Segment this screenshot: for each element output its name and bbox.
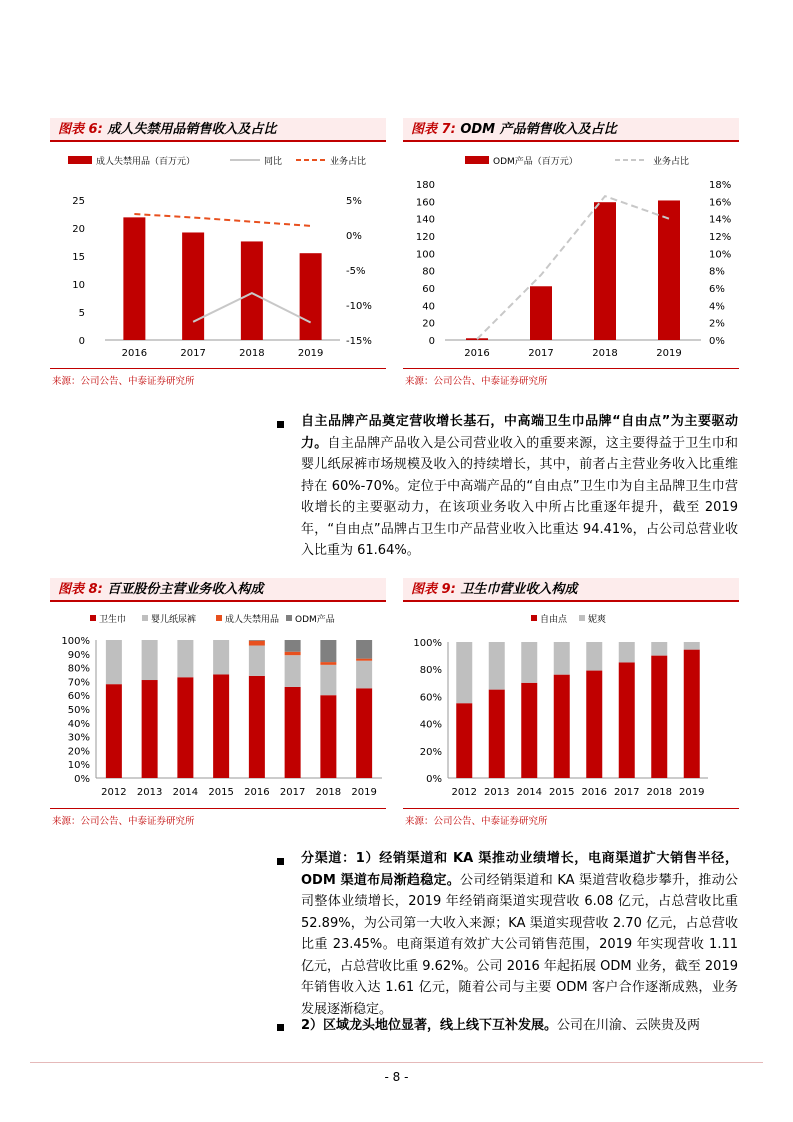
paragraph-regions-lead: 2）区域龙头地位显著，线上线下互补发展。	[301, 1018, 558, 1033]
legend-swatch	[531, 615, 537, 621]
legend-swatch	[90, 615, 96, 621]
paragraph-brand-products-body: 自主品牌产品收入是公司营业收入的重要来源，这主要得益于卫生巾和婴儿纸尿裤市场规模及收入的持续增长，其中，前者占主营业务收入比重维持在 60%-70%。定位于中高端产品的“自由点”卫生巾为自主品牌卫生巾营收增长的主要驱动力，在该项业务收入中所占比重逐年提升，截至 2019 年，“自由点”品牌占卫生巾产品营业收入比重达 94.41%，占公司总营业收入比重为 61.64%。	[301, 435, 738, 558]
legend-label: ODM产品（百万元）	[493, 157, 578, 167]
chart9-title	[403, 578, 739, 602]
x-tick-label: 2019	[656, 348, 682, 359]
x-tick-label: 2019	[679, 787, 705, 798]
y-tick-label: 100%	[61, 636, 90, 647]
y-tick-label: 70%	[67, 677, 90, 689]
y-tick-label: 0%	[426, 774, 442, 785]
bar-segment	[651, 642, 667, 656]
legend-swatch	[579, 615, 585, 621]
paragraph-brand-products	[301, 411, 738, 562]
bar-segment	[554, 675, 570, 778]
bar-segment	[142, 640, 158, 680]
y-tick-label: 50%	[67, 705, 90, 716]
legend-label: 成人失禁用品（百万元）	[96, 157, 196, 167]
bar-segment	[320, 665, 336, 695]
chart8-source: 来源：公司公告、中泰证券研究所	[52, 816, 195, 827]
x-tick-label: 2015	[208, 787, 234, 798]
bar-segment	[249, 676, 265, 778]
x-tick-label: 2017	[528, 348, 554, 359]
chart8-title-text: 百亚股份主营业务收入构成	[107, 582, 264, 597]
bar-segment	[356, 661, 372, 689]
bar-segment	[586, 671, 602, 778]
bar-segment	[320, 695, 336, 778]
bar-segment	[554, 642, 570, 675]
y-tick-label: 0	[78, 336, 85, 347]
bar-segment	[521, 642, 537, 683]
y-tick-label: 20%	[419, 746, 442, 758]
y-tick-label: 10%	[67, 760, 90, 772]
y-tick-label: 60	[422, 284, 435, 295]
bar-segment	[106, 640, 122, 684]
chart9-source: 来源：公司公告、中泰证券研究所	[405, 816, 548, 827]
bar-segment	[684, 642, 700, 650]
chart8-title-number: 图表 8:	[58, 582, 103, 597]
y-tick-label: 80	[422, 266, 435, 278]
legend-swatch-bar	[465, 156, 489, 164]
bar-segment	[456, 642, 472, 703]
x-tick-label: 2019	[351, 787, 377, 798]
bar-segment	[177, 640, 193, 677]
y2-tick-label: 5%	[346, 196, 362, 207]
y-tick-label: 0%	[74, 774, 90, 785]
bar	[658, 200, 680, 340]
y2-tick-label: 14%	[709, 214, 732, 226]
y-tick-label: 100	[415, 249, 435, 261]
bar-segment	[619, 662, 635, 778]
bar	[241, 241, 263, 340]
paragraph-regions	[301, 1015, 738, 1037]
bar-segment	[249, 646, 265, 676]
bar-segment	[285, 652, 301, 655]
legend-label: ODM产品	[295, 615, 335, 625]
y2-tick-label: -10%	[346, 301, 372, 312]
y-tick-label: 140	[415, 214, 435, 226]
y2-tick-label: 0%	[346, 231, 362, 242]
bar	[182, 232, 204, 340]
legend-swatch	[286, 615, 292, 621]
bar-segment	[521, 683, 537, 778]
chart9-title-text: 卫生巾营业收入构成	[460, 582, 578, 597]
chart9	[403, 602, 739, 807]
legend-label: 同比	[264, 157, 283, 167]
legend-label: 业务占比	[653, 157, 690, 167]
x-tick-label: 2012	[451, 787, 477, 798]
share-line	[134, 214, 310, 226]
y-tick-label: 120	[415, 232, 435, 243]
bar-segment	[213, 640, 229, 675]
y-tick-label: 100%	[413, 638, 442, 649]
y-tick-label: 160	[415, 197, 435, 209]
y-tick-label: 0	[428, 336, 435, 347]
y2-tick-label: 18%	[709, 180, 732, 191]
x-tick-label: 2017	[614, 787, 640, 798]
bullet	[277, 1024, 284, 1031]
bar-segment	[356, 659, 372, 661]
bar-segment	[177, 677, 193, 778]
y-tick-label: 15	[72, 252, 85, 263]
bar-segment	[285, 640, 301, 652]
bar-segment	[142, 680, 158, 778]
x-tick-label: 2014	[172, 787, 199, 798]
legend-swatch	[216, 615, 222, 621]
y-tick-label: 25	[72, 196, 85, 207]
footer-divider	[30, 1062, 763, 1063]
paragraph-channels	[301, 848, 738, 1020]
y-tick-label: 30%	[67, 732, 90, 744]
y-tick-label: 20	[72, 224, 85, 235]
chart7-title-number: 图表 7:	[411, 122, 456, 137]
y2-tick-label: 16%	[709, 197, 732, 209]
x-tick-label: 2013	[136, 787, 163, 798]
legend-label: 妮爽	[588, 615, 607, 625]
bar-segment	[356, 688, 372, 778]
bar-segment	[320, 640, 336, 662]
chart6	[50, 142, 386, 367]
y2-tick-label: 12%	[709, 232, 732, 243]
paragraph-regions-body: 公司在川渝、云陕贵及两	[557, 1018, 701, 1033]
bar-segment	[489, 690, 505, 778]
y-tick-label: 80%	[419, 665, 442, 677]
bar-segment	[285, 687, 301, 778]
bar-segment	[320, 662, 336, 665]
bar	[530, 286, 552, 340]
y2-tick-label: 10%	[709, 249, 732, 261]
bullet	[277, 421, 284, 428]
y2-tick-label: 2%	[709, 318, 725, 330]
y-tick-label: 40	[422, 301, 435, 313]
bar-segment	[356, 640, 372, 659]
y-tick-label: 5	[78, 308, 85, 319]
bar	[594, 202, 616, 340]
chart6-title-number: 图表 6:	[58, 122, 103, 137]
chart7-source: 来源：公司公告、中泰证券研究所	[405, 376, 548, 387]
y-tick-label: 60%	[67, 691, 90, 703]
page-number: - 8 -	[384, 1070, 409, 1084]
legend-label: 自由点	[540, 615, 568, 625]
legend-label: 婴儿纸尿裤	[151, 615, 197, 625]
chart8	[50, 602, 386, 807]
bar-segment	[489, 642, 505, 690]
x-tick-label: 2016	[581, 787, 607, 798]
y2-tick-label: 4%	[709, 301, 725, 313]
y-tick-label: 20%	[67, 746, 90, 758]
chart9-title-number: 图表 9:	[411, 582, 456, 597]
bar-segment	[619, 642, 635, 662]
y-tick-label: 10	[72, 280, 85, 291]
bar-segment	[651, 656, 667, 778]
bar-segment	[213, 675, 229, 779]
x-tick-label: 2017	[279, 787, 306, 798]
bar-segment	[586, 642, 602, 671]
chart8-title	[50, 578, 386, 602]
chart6-source: 来源：公司公告、中泰证券研究所	[52, 376, 195, 387]
chart7-title-text: ODM 产品销售收入及占比	[460, 122, 617, 137]
legend-swatch-bar	[68, 156, 92, 164]
y2-tick-label: -5%	[346, 266, 366, 277]
y2-tick-label: 8%	[709, 266, 725, 278]
y2-tick-label: 0%	[709, 336, 725, 347]
legend-label: 业务占比	[330, 157, 367, 167]
x-tick-label: 2015	[549, 787, 575, 798]
x-tick-label: 2016	[244, 787, 270, 798]
legend-swatch	[142, 615, 148, 621]
y-tick-label: 180	[415, 180, 435, 191]
bar-segment	[249, 641, 265, 646]
bar-segment	[684, 650, 700, 778]
y2-tick-label: 6%	[709, 284, 725, 295]
y-tick-label: 20	[422, 318, 435, 330]
x-tick-label: 2014	[516, 787, 542, 798]
x-tick-label: 2016	[121, 348, 148, 359]
chart6-title-text: 成人失禁用品销售收入及占比	[107, 122, 277, 137]
bar-segment	[249, 640, 265, 641]
y-tick-label: 80%	[67, 663, 90, 675]
x-tick-label: 2013	[484, 787, 510, 798]
y-tick-label: 40%	[67, 718, 90, 730]
x-tick-label: 2016	[464, 348, 490, 359]
y-tick-label: 40%	[419, 719, 442, 731]
paragraph-brand-products-lead: 自主品牌产品奠定营收增长基石，中高端卫生巾品牌“自由点”为主要驱动力。	[301, 414, 738, 451]
y-tick-label: 60%	[419, 692, 442, 704]
bullet	[277, 858, 284, 865]
y-tick-label: 90%	[67, 649, 90, 661]
bar-segment	[285, 655, 301, 687]
share-line	[477, 196, 669, 339]
x-tick-label: 2019	[297, 348, 324, 359]
x-tick-label: 2012	[101, 787, 127, 798]
bar-segment	[456, 703, 472, 778]
x-tick-label: 2018	[646, 787, 672, 798]
y2-tick-label: -15%	[346, 336, 372, 347]
bar	[300, 253, 322, 340]
bar-segment	[106, 684, 122, 778]
legend-label: 卫生巾	[99, 615, 127, 625]
x-tick-label: 2017	[180, 348, 206, 359]
chart6-title	[50, 118, 386, 142]
paragraph-channels-body: 公司经销渠道和 KA 渠道营收稳步攀升，推动公司整体业绩增长，2019 年经销商渠道实现营收 6.08 亿元，占总营收比重 52.89%，为公司第一大收入来源；KA 渠道实现营收 2.70 亿元，占总营收比重 23.45%。电商渠道有效扩大公司销售范围，2019 年实现营收 1.11 亿元，占总营收比重 9.62%。公司 2016 年起拓展 ODM 业务，截至 2019 年销售收入达 1.61 亿元，随着公司与主要 ODM 客户合作逐渐成熟，业务发展逐渐稳定。	[301, 872, 738, 1017]
paragraph-channels-lead: 分渠道：1）经销渠道和 KA 渠推动业绩增长，电商渠道扩大销售半径，ODM 渠道布局渐趋稳定。	[301, 851, 738, 888]
legend-label: 成人失禁用品	[225, 615, 280, 625]
x-tick-label: 2018	[592, 348, 618, 359]
x-tick-label: 2018	[315, 787, 342, 798]
x-tick-label: 2018	[239, 348, 265, 359]
bar	[123, 217, 145, 340]
chart7-title	[403, 118, 739, 142]
chart7	[403, 142, 743, 367]
